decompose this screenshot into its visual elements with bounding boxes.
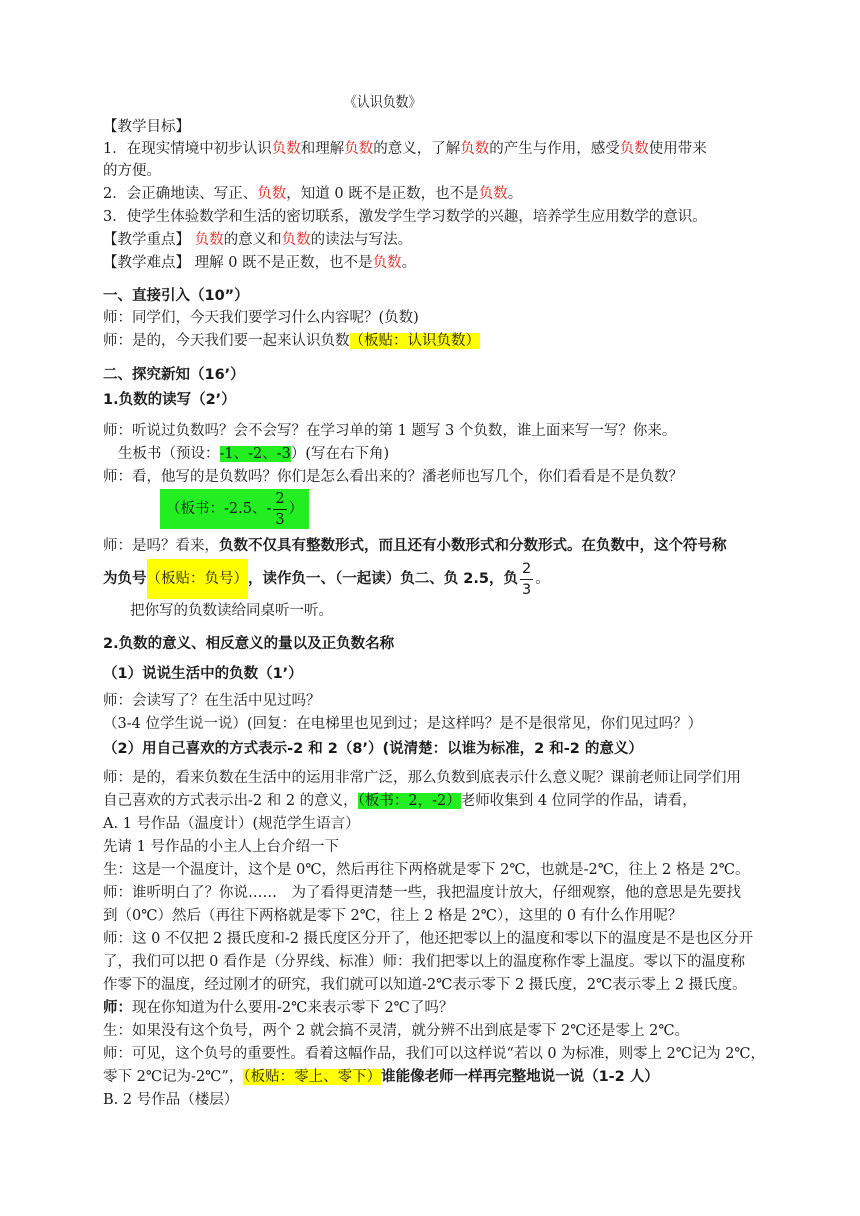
s3-line-6: 生：这是一个温度计，这个是 0℃，然后再往下两格就是零下 2℃，也就是-2℃，往上 2 格是 2℃。 bbox=[103, 862, 750, 878]
goal-1-line-1: 1．在现实情境中初步认识负数和理解负数的意义，了解负数的产生与作用，感受负数使用带来 bbox=[103, 141, 707, 157]
goal-3: 3．使学生体验数学和生活的密切联系，激发学生学习数学的兴趣，培养学生应用数学的意识。 bbox=[103, 209, 707, 225]
s3-line-13: 生：如果没有这个负号，两个 2 就会搞不灵清，就分辨不出到底是零下 2℃还是零上 2℃。 bbox=[103, 1023, 690, 1039]
fraction-two-thirds-inline: $\frac{2}{3}$ bbox=[521, 560, 532, 598]
work-b: B. 2 号作品（楼层） bbox=[103, 1092, 239, 1108]
section-2-heading: 二、探究新知（16’） bbox=[103, 367, 245, 383]
s3-line-10: 了，我们可以把 0 看作是（分界线、标准）师：我们把零以上的温度称作零上温度。零以下的温度称 bbox=[103, 954, 745, 970]
difficulty-point: 【教学难点】 理解 0 既不是正数，也不是负数。 bbox=[103, 255, 417, 271]
s3-line-9: 师：这 0 不仅把 2 摄氏度和-2 摄氏度区分开了，他还把零以上的温度和零以下的温度是不是也区分开 bbox=[103, 931, 754, 947]
goal-1-line-2: 的方便。 bbox=[103, 163, 161, 179]
s3-line-3: 师：是的，看来负数在生活中的运用非常广泛，那么负数到底表示什么意义呢？课前老师让同学们用 bbox=[103, 770, 741, 786]
s3-line-7: 师：谁听明白了？你说…… 为了看得更清楚一些，我把温度计放大，仔细观察，他的意思是先要找 bbox=[103, 885, 741, 901]
s1-line-1: 师：同学们，今天我们要学习什么内容呢？(负数) bbox=[103, 310, 419, 326]
s2-line-3: 师：看，他写的是负数吗？你们是怎么看出来的？潘老师也写几个，你们看看是不是负数？ bbox=[103, 469, 683, 485]
s2-line-2: 生板书（预设：-1、-2、-3）(写在右下角) bbox=[118, 446, 390, 462]
work-a: A. 1 号作品（温度计）(规范学生语言） bbox=[103, 816, 360, 832]
s3-line-12: 师：现在你知道为什么要用-2℃来表示零下 2℃了吗？ bbox=[103, 1000, 454, 1016]
key-point: 【教学重点】 负数的意义和负数的读法与写法。 bbox=[103, 232, 413, 248]
s2-line-4: 师：是吗？看来，负数不仅具有整数形式，而且还有小数形式和分数形式。在负数中，这个符号称 bbox=[103, 538, 727, 554]
s3-line-4: 自己喜欢的方式表示出-2 和 2 的意义，（板书：2，-2）老师收集到 4 位同学的作品，请看， bbox=[103, 793, 697, 809]
s1-line-2: 师：是的，今天我们要一起来认识负数（板贴：认识负数） bbox=[103, 333, 480, 349]
s3-line-11: 作零下的温度，经过刚才的研究，我们就可以知道-2℃表示零下 2 摄氏度，2℃表示零上 2 摄氏度。 bbox=[103, 977, 747, 993]
s3-line-2: （3-4 位学生说一说）(回复：在电梯里也见到过；是这样吗？是不是很常见，你们见过吗？） bbox=[103, 716, 703, 732]
fraction-two-thirds: $\frac{2}{3}$ bbox=[275, 490, 285, 528]
s3-line-14: 师：可见，这个负号的重要性。看着这幅作品，我们可以这样说“若以 0 为标准，则零上 2℃记为 2℃， bbox=[103, 1046, 765, 1062]
board-writing-box: （板书：-2.5、- $\frac{2}{3}$ ） bbox=[160, 489, 309, 529]
s3-line-5: 先请 1 号作品的小主人上台介绍一下 bbox=[103, 839, 339, 855]
s3-line-8: 到（0℃）然后（再往下两格就是零下 2℃，往上 2 格是 2℃），这里的 0 有什么作用呢？ bbox=[103, 908, 683, 924]
goal-2: 2．会正确地读、写正、负数，知道 0 既不是正数，也不是负数。 bbox=[103, 186, 523, 202]
s3-line-15: 零下 2℃记为-2℃”，（板贴：零上、零下）谁能像老师一样再完整地说一说（1-2 人） bbox=[103, 1069, 659, 1085]
s3-line-1: 师：会读写了？在生活中见过吗？ bbox=[103, 693, 321, 709]
s2-line-5: 为负号 （板贴：负号） ，读作负一、（一起读）负二、负 2.5，负 $\frac{2}{3}$ 。 bbox=[103, 560, 550, 598]
part-1-heading: （1）说说生活中的负数（1’） bbox=[103, 666, 303, 682]
section-1-heading: 一、直接引入（10”） bbox=[103, 288, 249, 304]
doc-title: 《认识负数》 bbox=[343, 95, 422, 111]
part-2-heading: （2）用自己喜欢的方式表示-2 和 2（8’）(说清楚：以谁为标准，2 和-2 的意义） bbox=[103, 741, 643, 757]
subsection-2-heading: 2.负数的意义、相反意义的量以及正负数名称 bbox=[103, 636, 395, 652]
s2-line-6: 把你写的负数读给同桌听一听。 bbox=[130, 603, 333, 619]
s2-line-1: 师：听说过负数吗？会不会写？在学习单的第 1 题写 3 个负数，谁上面来写一写？你来。 bbox=[103, 423, 677, 439]
goals-heading: 【教学目标】 bbox=[103, 119, 190, 135]
subsection-1-heading: 1.负数的读写（2’） bbox=[103, 392, 236, 408]
